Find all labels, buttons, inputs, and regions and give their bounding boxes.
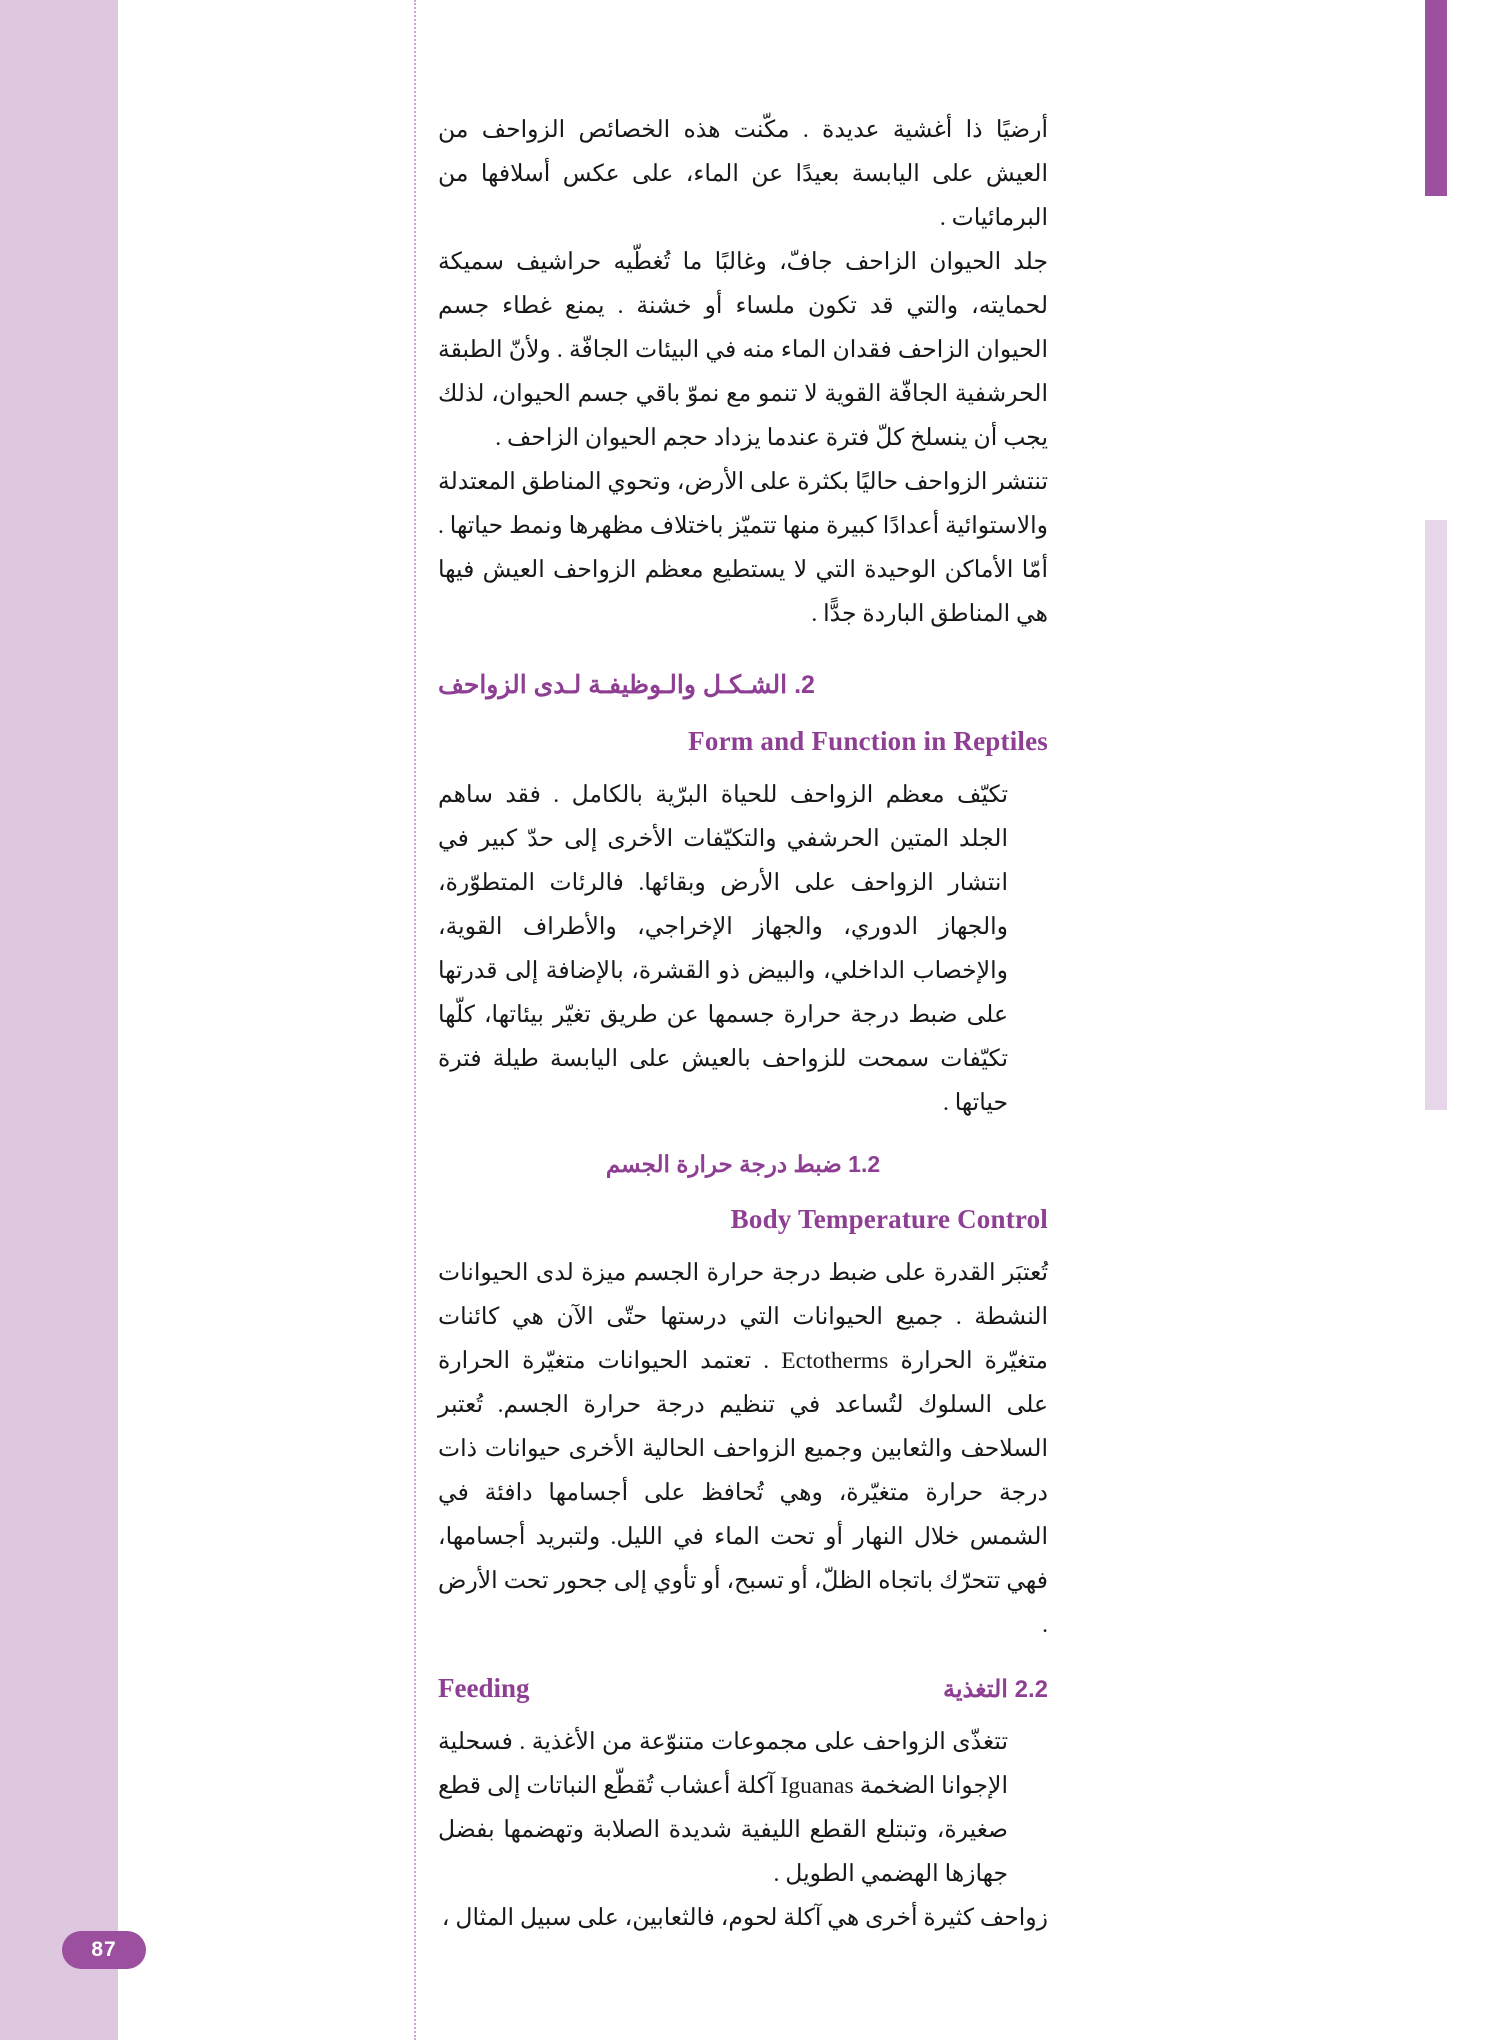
spacer [438, 1647, 1048, 1673]
subsection-heading-english-body-temp: Body Temperature Control [730, 1204, 1048, 1234]
section-heading-english-form-function: Form and Function in Reptiles [688, 726, 1048, 756]
page-content-column [438, 108, 1048, 1940]
spacer [438, 757, 1048, 773]
paragraph-feeding-iguana: تتغذّى الزواحف على مجموعات متنوّعة من الأغذية . فسحلية الإجوانا الضخمة Iguanas آكلة أعشاب تُقطّع النباتات إلى قطع صغيرة، وتبتلع القطع الليفية شديدة الصلابة وتهضمها بفضل جهازها الهضمي الطويل . [438, 1729, 1008, 1887]
column-dotted-divider [414, 0, 416, 2040]
subsection-heading-feeding-row [438, 1673, 1048, 1704]
accent-bar-middle [1425, 520, 1447, 1110]
page-side-band [0, 0, 118, 2040]
spacer [438, 1178, 1048, 1204]
section-heading-arabic-form-function: 2. الشـكـل والـوظيفـة لـدى الزواحف [438, 671, 815, 699]
subsection-heading-arabic-feeding: 2.2 التغذية [943, 1676, 1048, 1703]
paragraph-reptile-skin: جلد الحيوان الزاحف جافّ، وغالبًا ما تُغطّيه حراشيف سميكة لحمايته، والتي قد تكون ملساء أو خشنة . يمنع غطاء جسم الحيوان الزاحف فقدان الماء منه في البيئات الجافّة . ولأنّ الطبقة الحرشفية الجافّة القوية لا تنمو مع نموّ باقي جسم الحيوان، لذلك يجب أن ينسلخ كلّ فترة عندما يزداد حجم الحيوان الزاحف . [438, 249, 1048, 451]
paragraph-feeding-carnivores: زواحف كثيرة أخرى هي آكلة لحوم، فالثعابين، على سبيل المثال ، [441, 1905, 1048, 1931]
spacer [438, 1125, 1048, 1151]
spacer [438, 700, 1048, 726]
paragraph-adaptations: تكيّف معظم الزواحف للحياة البرّية بالكامل . فقد ساهم الجلد المتين الحرشفي والتكيّفات الأخرى إلى حدّ كبير في انتشار الزواحف على الأرض وبقائها. فالرئات المتطوّرة، والجهاز الدوري، والجهاز الإخراجي، والأطراف القوية، والإخصاب الداخلي، والبيض ذو القشرة، بالإضافة إلى قدرتها على ضبط درجة حرارة جسمها عن طريق تغيّر بيئاتها، كلّها تكيّفات سمحت للزواحف بالعيش على اليابسة طيلة فترة حياتها . [438, 782, 1008, 1116]
spacer [438, 1704, 1048, 1720]
subsection-heading-arabic-body-temp: 1.2 ضبط درجة حرارة الجسم [605, 1151, 881, 1177]
spacer [438, 1235, 1048, 1251]
paragraph-body-temperature: تُعتبَر القدرة على ضبط درجة حرارة الجسم ميزة لدى الحيوانات النشطة . جميع الحيوانات التي درستها حتّى الآن هي كائنات متغيّرة الحرارة Ectotherms . تعتمد الحيوانات متغيّرة الحرارة على السلوك لتُساعد في تنظيم درجة حرارة الجسم. تُعتبر السلاحف والثعابين وجميع الزواحف الحالية الأخرى حيوانات ذات درجة حرارة متغيّرة، وهي تُحافظ على أجسامها دافئة في الشمس خلال النهار أو تحت الماء في الليل. ولتبريد أجسامها، فهي تتحرّك باتجاه الظلّ، أو تسبح، أو تأوي إلى جحور تحت الأرض . [438, 1260, 1049, 1638]
paragraph-intro-continued: أرضيًا ذا أغشية عديدة . مكّنت هذه الخصائص الزواحف من العيش على اليابسة بعيدًا عن الماء، على عكس أسلافها من البرمائيات . [438, 117, 1048, 231]
spacer [438, 636, 1048, 670]
subsection-heading-english-feeding: Feeding [438, 1673, 530, 1703]
page-number-badge: 87 [62, 1931, 146, 1969]
accent-bar-top [1425, 0, 1447, 196]
paragraph-reptile-distribution: تنتشر الزواحف حاليًا بكثرة على الأرض، وتحوي المناطق المعتدلة والاستوائية أعدادًا كبيرة منها تتميّز باختلاف مظهرها ونمط حياتها . أمّا الأماكن الوحيدة التي لا يستطيع معظم الزواحف العيش فيها هي المناطق الباردة جدًّا . [438, 469, 1048, 627]
